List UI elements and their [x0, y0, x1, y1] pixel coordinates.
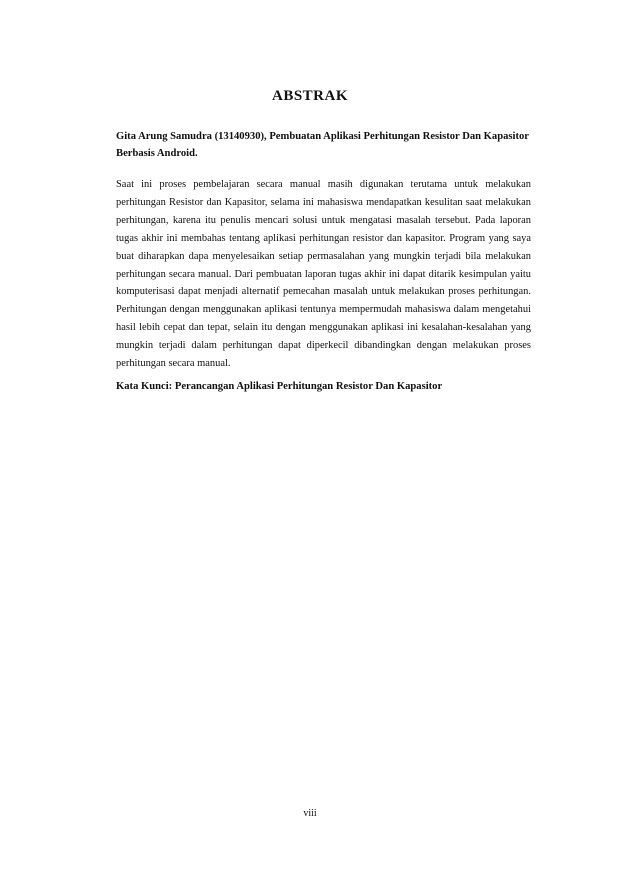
page-number: viii: [303, 808, 317, 819]
author-title-line: Gita Arung Samudra (13140930), Pembuatan Aplikasi Perhitungan Resistor Dan Kapasitor Berbasis Android.: [116, 131, 529, 159]
abstract-body: Saat ini proses pembelajaran secara manual masih digunakan terutama untuk melakukan perhitungan Resistor dan Kapasitor, selama ini mahasiswa mendapatkan kesulitan saat melakukan perhitungan, karena itu penulis mencari solusi untuk mengatasi masalah tersebut. Pada laporan tugas akhir ini membahas tentang aplikasi perhitungan resistor dan kapasitor. Program yang saya buat diharapkan dapa menyelesaikan setiap permasalahan yang mungkin terjadi bila melakukan perhitungan secara manual. Dari pembuatan laporan tugas akhir ini dapat ditarik kesimpulan yaitu komputerisasi dapat menjadi alternatif pemecahan masalah untuk melakukan proses perhitungan. Perhitungan dengan menggunakan aplikasi tentunya mempermudah mahasiswa dalam mengetahui hasil lebih cepat dan tepat, selain itu dengan menggunakan aplikasi ini kesalahan-kesalahan yang mungkin terjadi dalam perhitungan dapat diperkecil dibandingkan dengan melakukan proses perhitungan secara manual.: [116, 179, 531, 370]
keywords-line: Kata Kunci: Perancangan Aplikasi Perhitungan Resistor Dan Kapasitor: [116, 381, 443, 392]
abstract-title: ABSTRAK: [271, 88, 349, 104]
